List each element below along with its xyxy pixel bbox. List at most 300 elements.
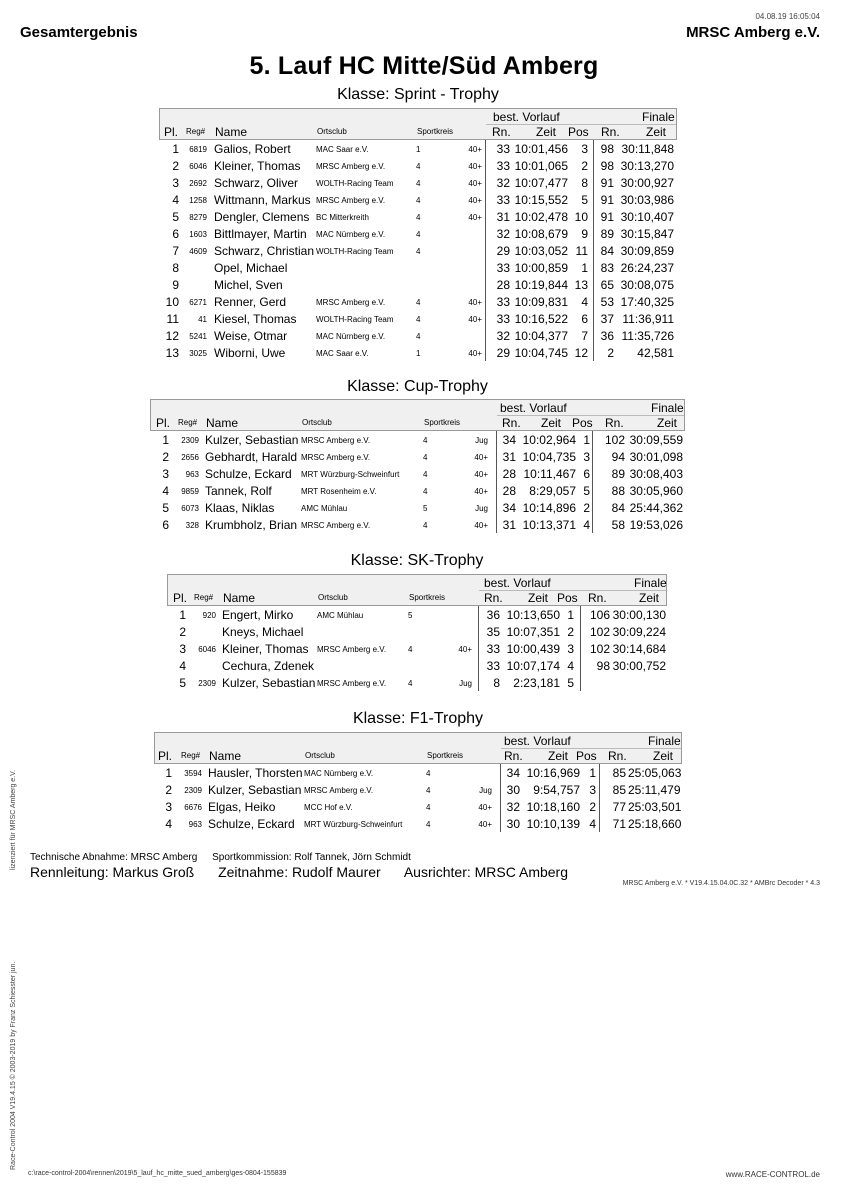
officials-line: [30, 852, 423, 863]
cell-club: MRSC Amberg e.V.: [301, 436, 371, 445]
header-best-heat: best. Vorlauf: [484, 576, 551, 590]
cell-name: Engert, Mirko: [222, 608, 294, 622]
cell-fzeit: 42,581: [637, 346, 674, 360]
header-final-laps: Rn.: [588, 591, 607, 605]
header-heat-time: Zeit: [536, 125, 557, 139]
header-place: Pl.: [158, 749, 173, 763]
cell-pl: 5: [179, 676, 186, 690]
cell-fzeit: 11:35,726: [621, 329, 674, 343]
column-divider: [478, 606, 479, 691]
header-name: Name: [223, 591, 256, 605]
cell-reg: 6819: [189, 145, 207, 154]
cell-pos: 6: [581, 312, 588, 326]
header-final-laps: Rn.: [608, 749, 627, 763]
table-row: [150, 482, 685, 499]
cell-name: Kulzer, Sebastian: [222, 676, 316, 690]
cell-club: MAC Nürnberg e.V.: [304, 769, 374, 778]
cell-pos: 4: [583, 518, 590, 532]
header-final: Finale: [651, 401, 684, 415]
cell-fzeit: 30:10,407: [620, 210, 674, 224]
cell-pos: 4: [567, 659, 574, 673]
cell-kreis: 1: [416, 349, 421, 358]
header-district: Sportkreis: [427, 751, 464, 760]
cell-pos: 5: [583, 484, 590, 498]
header-final-time: Zeit: [653, 749, 674, 763]
cell-kreis: 4: [416, 162, 421, 171]
header-heat-laps: Rn.: [502, 416, 521, 430]
cell-pos: 11: [575, 244, 588, 258]
table-row: [159, 310, 677, 327]
cell-pl: 12: [165, 329, 179, 343]
cell-fzeit: 19:53,026: [629, 518, 683, 532]
header-heat-laps: Rn.: [492, 125, 511, 139]
cell-kreis: 4: [416, 230, 421, 239]
header-final: Finale: [634, 576, 667, 590]
cell-reg: 2656: [181, 453, 199, 462]
cell-vrn: 31: [496, 210, 510, 224]
cell-name: Renner, Gerd: [214, 295, 287, 309]
cell-pl: 13: [165, 346, 179, 360]
cell-reg: 6046: [189, 162, 207, 171]
table-row: [167, 657, 667, 674]
cell-name: Kulzer, Sebastian: [205, 433, 299, 447]
cell-frn: 89: [600, 227, 614, 241]
table-row: [150, 448, 685, 465]
cell-vzeit: 10:08,679: [514, 227, 568, 241]
cell-name: Schwarz, Oliver: [214, 176, 299, 190]
cell-club: MRSC Amberg e.V.: [301, 453, 371, 462]
cell-vzeit: 8:29,057: [529, 484, 576, 498]
header-heat-position: Pos: [568, 125, 589, 139]
cell-club: MRSC Amberg e.V.: [304, 786, 374, 795]
cell-name: Opel, Michael: [214, 261, 288, 275]
cell-name: Schulze, Eckard: [208, 817, 295, 831]
cell-fzeit: 30:05,960: [629, 484, 683, 498]
cell-vzeit: 10:04,377: [514, 329, 568, 343]
cell-fzeit: 30:13,270: [620, 159, 674, 173]
cell-club: MRT Würzburg-Schweinfurt: [301, 470, 400, 479]
cell-name: Bittlmayer, Martin: [214, 227, 307, 241]
table-row: [167, 606, 667, 623]
cell-fzeit: 30:11,848: [621, 142, 674, 156]
cell-name: Hausler, Thorsten: [208, 766, 303, 780]
cell-club: MRSC Amberg e.V.: [301, 521, 371, 530]
cell-frn: 2: [607, 346, 614, 360]
cell-name: Schwarz, Christian: [214, 244, 315, 258]
cell-name: Kleiner, Thomas: [222, 642, 309, 656]
cell-pl: 4: [165, 817, 172, 831]
copyright-note: Race-Control 2004 V19.4.15 © 2003-2019 by Franz Schiesster jun.: [10, 961, 17, 1170]
cell-age: 40+: [468, 298, 482, 307]
column-divider: [485, 140, 486, 361]
cell-frn: 53: [600, 295, 614, 309]
section-title: Klasse: F1-Trophy: [352, 710, 484, 727]
cell-vzeit: 10:07,174: [506, 659, 560, 673]
cell-kreis: 4: [416, 196, 421, 205]
cell-vrn: 34: [502, 501, 516, 515]
cell-pl: 1: [172, 142, 179, 156]
cell-vrn: 36: [486, 608, 500, 622]
cell-vrn: 32: [496, 176, 510, 190]
cell-vrn: 28: [496, 278, 510, 292]
header-final: Finale: [642, 110, 675, 124]
cell-age: 40+: [468, 315, 482, 324]
cell-name: Tannek, Rolf: [205, 484, 272, 498]
cell-pos: 3: [581, 142, 588, 156]
cell-name: Elgas, Heiko: [208, 800, 276, 814]
cell-vrn: 28: [502, 484, 516, 498]
header-name: Name: [209, 749, 242, 763]
cell-fzeit: 30:00,752: [612, 659, 666, 673]
cell-vzeit: 10:11,467: [523, 467, 576, 481]
cell-reg: 1603: [189, 230, 207, 239]
header-reg-number: Reg#: [186, 127, 206, 136]
timekeeping: Zeitnahme: Rudolf Maurer: [218, 864, 381, 880]
cell-name: Krumbholz, Brian: [205, 518, 298, 532]
cell-reg: 328: [185, 521, 199, 530]
cell-vzeit: 10:07,351: [506, 625, 560, 639]
column-divider: [500, 764, 501, 832]
cell-pl: 2: [179, 625, 186, 639]
cell-vzeit: 10:02,478: [514, 210, 568, 224]
website-link[interactable]: www.RACE-CONTROL.de: [725, 1170, 820, 1179]
cell-reg: 920: [202, 611, 216, 620]
header-name: Name: [206, 416, 239, 430]
table-row: [154, 815, 682, 832]
cell-age: 40+: [468, 145, 482, 154]
cell-pos: 5: [567, 676, 574, 690]
cell-frn: 91: [600, 210, 614, 224]
cell-age: 40+: [468, 179, 482, 188]
cell-frn: 77: [612, 800, 626, 814]
cell-kreis: 4: [423, 436, 428, 445]
cell-age: 40+: [468, 349, 482, 358]
column-divider: [496, 431, 497, 533]
header-final-time: Zeit: [657, 416, 678, 430]
cell-club: WOLTH-Racing Team: [316, 247, 394, 256]
cell-pos: 2: [581, 159, 588, 173]
cell-kreis: 4: [423, 521, 428, 530]
table-header: [167, 574, 667, 606]
cell-fzeit: 25:11,479: [628, 783, 681, 797]
cell-pl: 3: [179, 642, 186, 656]
column-divider: [580, 606, 581, 691]
cell-vrn: 34: [502, 433, 516, 447]
results-table: [159, 108, 677, 361]
cell-club: MAC Saar e.V.: [316, 349, 369, 358]
cell-vrn: 33: [486, 659, 500, 673]
cell-vzeit: 10:04,745: [514, 346, 568, 360]
cell-kreis: 4: [426, 820, 431, 829]
header-club: Ortsclub: [318, 593, 348, 602]
header-final-laps: Rn.: [605, 416, 624, 430]
column-divider: [599, 764, 600, 832]
organizer-name: MRSC Amberg e.V.: [686, 24, 820, 41]
table-row: [167, 623, 667, 640]
cell-pl: 1: [179, 608, 186, 622]
cell-age: 40+: [468, 213, 482, 222]
cell-reg: 2309: [181, 436, 199, 445]
cell-vrn: 32: [496, 329, 510, 343]
cell-vzeit: 10:00,439: [506, 642, 560, 656]
table-row: [159, 344, 677, 361]
cell-kreis: 5: [408, 611, 413, 620]
header-reg-number: Reg#: [194, 593, 214, 602]
cell-vrn: 35: [486, 625, 500, 639]
cell-fzeit: 30:00,927: [620, 176, 674, 190]
cell-pl: 11: [166, 312, 179, 326]
cell-vzeit: 10:13,650: [506, 608, 560, 622]
cell-pl: 8: [172, 261, 179, 275]
table-row: [159, 293, 677, 310]
cell-name: Dengler, Clemens: [214, 210, 310, 224]
header-final-time: Zeit: [639, 591, 660, 605]
cell-vzeit: 10:14,896: [522, 501, 576, 515]
cell-reg: 9859: [181, 487, 199, 496]
cell-pl: 9: [172, 278, 179, 292]
cell-vzeit: 10:13,371: [522, 518, 576, 532]
cell-name: Galios, Robert: [214, 142, 291, 156]
cell-club: MRT Würzburg-Schweinfurt: [304, 820, 403, 829]
cell-frn: 98: [596, 659, 610, 673]
cell-pl: 4: [172, 193, 179, 207]
cell-pos: 10: [574, 210, 588, 224]
table-row: [167, 640, 667, 657]
cell-vzeit: 10:18,160: [526, 800, 580, 814]
results-table: [154, 732, 682, 832]
cell-vzeit: 10:04,735: [522, 450, 576, 464]
cell-pl: 2: [162, 450, 169, 464]
cell-fzeit: 30:08,075: [620, 278, 674, 292]
cell-frn: 58: [611, 518, 625, 532]
file-path: c:\race-control-2004\rennen\2019\5_lauf_hc_mitte_sued_amberg\ges-0804-155839: [28, 1170, 287, 1177]
column-divider: [592, 431, 593, 533]
table-row: [159, 157, 677, 174]
cell-reg: 2692: [189, 179, 207, 188]
cell-frn: 84: [600, 244, 614, 258]
cell-club: MRSC Amberg e.V.: [316, 196, 386, 205]
cell-vrn: 34: [506, 766, 520, 780]
cell-pos: 7: [581, 329, 588, 343]
cell-pl: 4: [162, 484, 169, 498]
cell-name: Gebhardt, Harald: [205, 450, 298, 464]
cell-kreis: 4: [416, 213, 421, 222]
cell-pos: 2: [589, 800, 596, 814]
cell-vzeit: 10:19,844: [514, 278, 568, 292]
table-row: [159, 259, 677, 276]
header-heat-time: Zeit: [541, 416, 562, 430]
cell-vrn: 32: [506, 800, 520, 814]
header-district: Sportkreis: [417, 127, 454, 136]
cell-club: MAC Nürnberg e.V.: [316, 332, 386, 341]
cell-reg: 963: [188, 820, 202, 829]
header-name: Name: [215, 125, 248, 139]
cell-pl: 2: [165, 783, 172, 797]
cell-kreis: 4: [416, 298, 421, 307]
cell-frn: 84: [611, 501, 625, 515]
cell-age: 40+: [478, 803, 492, 812]
cell-pos: 3: [567, 642, 574, 656]
header-club: Ortsclub: [302, 418, 332, 427]
cell-pl: 3: [162, 467, 169, 481]
table-header: [150, 399, 685, 431]
header-club: Ortsclub: [305, 751, 335, 760]
cell-pos: 9: [581, 227, 588, 241]
cell-club: BC Mitterkreith: [316, 213, 369, 222]
cell-vzeit: 10:01,456: [514, 142, 568, 156]
cell-vrn: 33: [496, 312, 510, 326]
print-timestamp: 04.08.19 16:05:04: [755, 12, 820, 21]
header-heat-position: Pos: [557, 591, 578, 605]
cell-vzeit: 10:00,859: [514, 261, 568, 275]
header-club: Ortsclub: [317, 127, 347, 136]
cell-pl: 5: [172, 210, 179, 224]
cell-vrn: 33: [496, 295, 510, 309]
document-type-label: Gesamtergebnis: [20, 24, 138, 41]
cell-name: Weise, Otmar: [214, 329, 288, 343]
table-header: [159, 108, 677, 140]
table-row: [159, 140, 677, 157]
page-title: 5. Lauf HC Mitte/Süd Amberg: [249, 52, 599, 80]
cell-kreis: 1: [416, 145, 421, 154]
cell-vrn: 30: [506, 783, 520, 797]
cell-age: Jug: [475, 504, 488, 513]
cell-vzeit: 10:16,522: [514, 312, 568, 326]
column-divider: [593, 140, 594, 361]
cell-fzeit: 30:14,684: [612, 642, 666, 656]
cell-club: MAC Nürnberg e.V.: [316, 230, 386, 239]
cell-kreis: 4: [423, 487, 428, 496]
cell-frn: 85: [612, 783, 626, 797]
cell-pl: 2: [172, 159, 179, 173]
cell-vrn: 33: [496, 193, 510, 207]
cell-age: 40+: [478, 820, 492, 829]
table-row: [150, 431, 685, 448]
cell-pl: 6: [172, 227, 179, 241]
cell-club: MRSC Amberg e.V.: [316, 162, 386, 171]
table-row: [159, 174, 677, 191]
header-heat-position: Pos: [576, 749, 597, 763]
cell-age: 40+: [474, 470, 488, 479]
cell-age: 40+: [474, 487, 488, 496]
header-district: Sportkreis: [409, 593, 446, 602]
cell-vrn: 31: [502, 518, 516, 532]
cell-kreis: 4: [426, 769, 431, 778]
cell-pos: 2: [583, 501, 590, 515]
header-final-laps: Rn.: [601, 125, 620, 139]
cell-reg: 963: [185, 470, 199, 479]
cell-fzeit: 30:03,986: [620, 193, 674, 207]
section-title: Klasse: Cup-Trophy: [347, 378, 488, 395]
cell-vrn: 33: [496, 261, 510, 275]
cell-kreis: 4: [416, 315, 421, 324]
cell-vzeit: 10:16,969: [526, 766, 580, 780]
cell-club: WOLTH-Racing Team: [316, 179, 394, 188]
cell-age: Jug: [475, 436, 488, 445]
results-table: [167, 574, 667, 691]
software-version: MRSC Amberg e.V. * V19.4.15.04.0C.32 * AMBrc Decoder * 4.3: [622, 880, 820, 887]
cell-pos: 1: [589, 766, 596, 780]
cell-pos: 4: [581, 295, 588, 309]
cell-pl: 4: [179, 659, 186, 673]
cell-kreis: 4: [408, 645, 413, 654]
cell-frn: 91: [600, 176, 614, 190]
cell-fzeit: 30:00,130: [612, 608, 666, 622]
header-best-heat: best. Vorlauf: [493, 110, 560, 124]
cell-kreis: 5: [423, 504, 428, 513]
cell-fzeit: 25:03,501: [628, 800, 682, 814]
cell-frn: 65: [600, 278, 614, 292]
cell-name: Klaas, Niklas: [205, 501, 275, 515]
cell-kreis: 4: [416, 332, 421, 341]
table-row: [167, 674, 667, 691]
cell-vrn: 33: [486, 642, 500, 656]
cell-fzeit: 25:18,660: [628, 817, 682, 831]
cell-club: MRSC Amberg e.V.: [316, 298, 386, 307]
cell-pos: 12: [574, 346, 588, 360]
header-heat-laps: Rn.: [484, 591, 503, 605]
organizer: Ausrichter: MRSC Amberg: [403, 864, 569, 880]
cell-kreis: 4: [416, 247, 421, 256]
cell-pos: 1: [581, 261, 588, 275]
cell-vzeit: 10:09,831: [514, 295, 568, 309]
table-row: [159, 208, 677, 225]
cell-pl: 6: [162, 518, 169, 532]
cell-frn: 36: [600, 329, 614, 343]
header-best-heat: best. Vorlauf: [504, 734, 571, 748]
cell-vrn: 31: [502, 450, 516, 464]
table-row: [154, 764, 682, 781]
header-heat-time: Zeit: [528, 591, 549, 605]
cell-club: MCC Hof e.V.: [304, 803, 353, 812]
cell-vrn: 29: [496, 346, 510, 360]
cell-club: MRSC Amberg e.V.: [317, 645, 387, 654]
cell-reg: 3594: [184, 769, 202, 778]
cell-reg: 4609: [189, 247, 207, 256]
cell-fzeit: 30:09,559: [629, 433, 683, 447]
cell-fzeit: 30:01,098: [629, 450, 683, 464]
cell-name: Schulze, Eckard: [205, 467, 292, 481]
table-row: [159, 327, 677, 344]
cell-reg: 6073: [181, 504, 199, 513]
results-table: [150, 399, 685, 533]
cell-kreis: 4: [408, 679, 413, 688]
cell-pl: 1: [162, 433, 169, 447]
table-header: [154, 732, 682, 764]
cell-club: WOLTH-Racing Team: [316, 315, 394, 324]
cell-vrn: 28: [502, 467, 516, 481]
cell-reg: 8279: [189, 213, 207, 222]
cell-club: AMC Mühlau: [301, 504, 348, 513]
header-heat-laps: Rn.: [504, 749, 523, 763]
cell-name: Cechura, Zdenek: [222, 659, 315, 673]
cell-age: 40+: [458, 645, 472, 654]
cell-reg: 3025: [189, 349, 207, 358]
table-row: [159, 276, 677, 293]
cell-vrn: 29: [496, 244, 510, 258]
cell-club: MRSC Amberg e.V.: [317, 679, 387, 688]
cell-club: MRT Rosenheim e.V.: [301, 487, 377, 496]
cell-vzeit: 9:54,757: [533, 783, 580, 797]
cell-frn: 102: [589, 642, 610, 656]
race-director: Rennleitung: Markus Groß: [30, 864, 195, 880]
cell-name: Kneys, Michael: [222, 625, 304, 639]
technical-inspection: Technische Abnahme: MRSC Amberg: [30, 852, 198, 863]
cell-vzeit: 10:15,552: [514, 193, 568, 207]
license-note: lizenziert für MRSC Amberg e.V.: [10, 769, 17, 870]
section-title: Klasse: Sprint - Trophy: [337, 86, 499, 103]
cell-age: 40+: [474, 521, 488, 530]
